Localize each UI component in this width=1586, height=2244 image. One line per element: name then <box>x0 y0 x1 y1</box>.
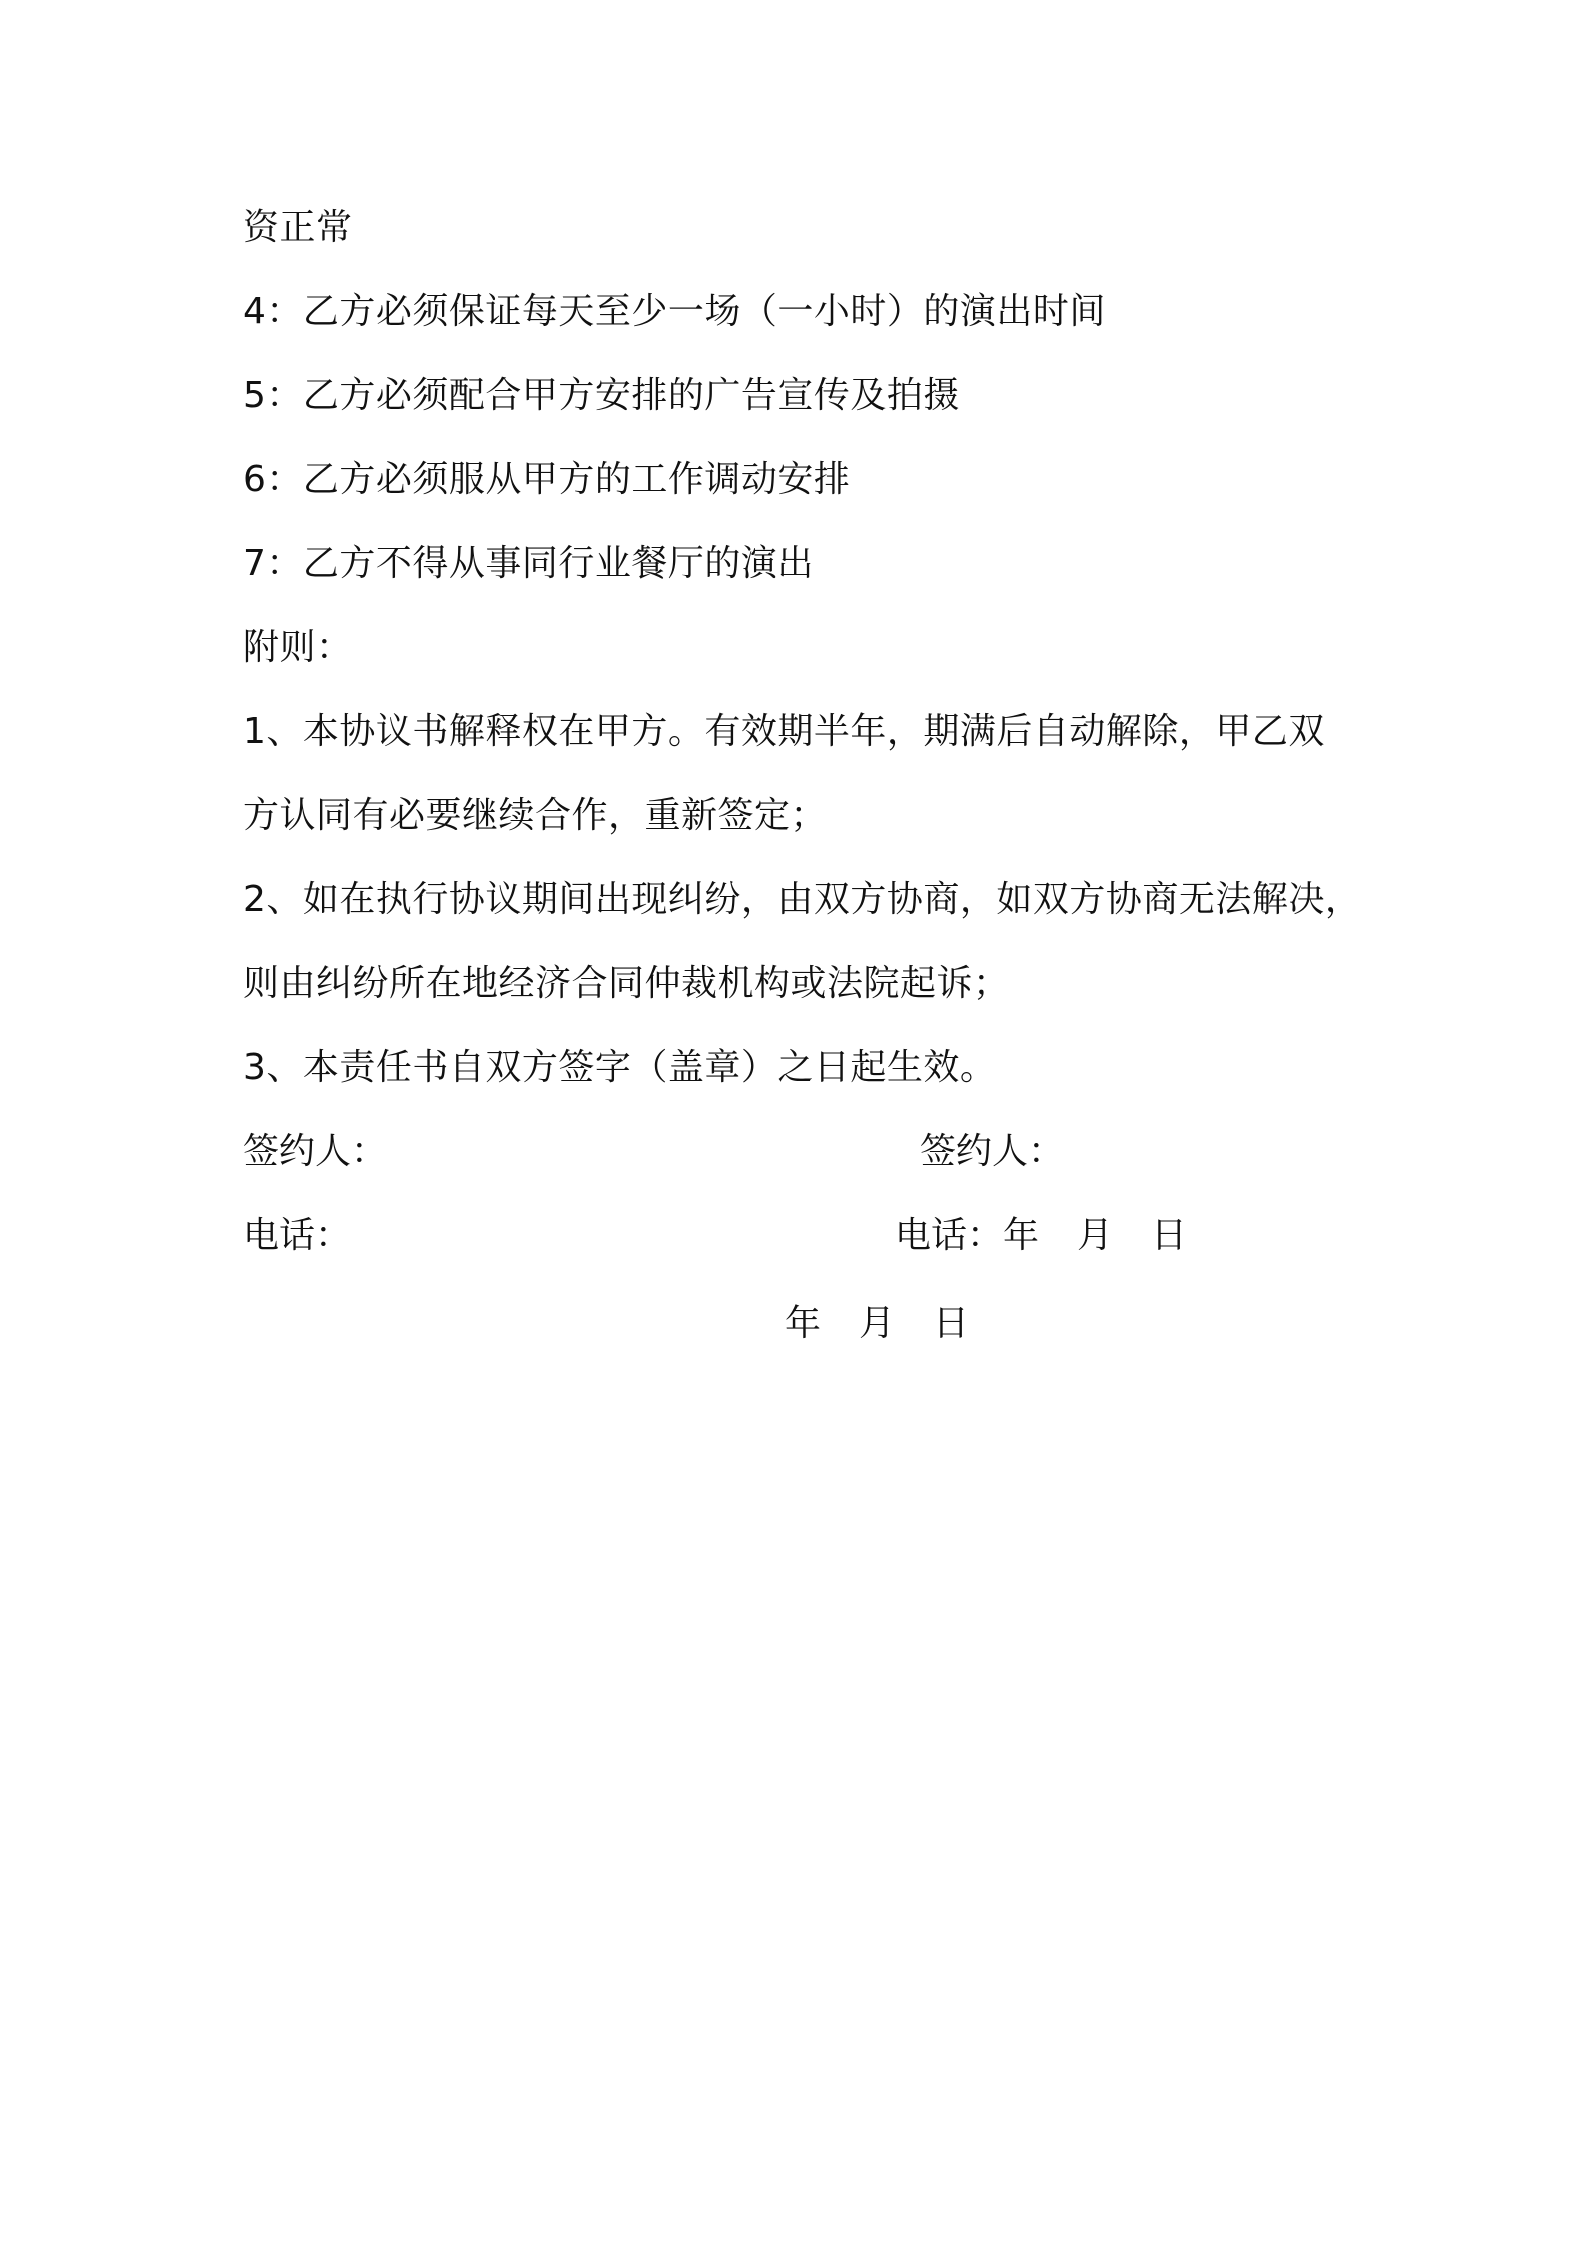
left-phone-label: 电话： <box>243 1215 352 1256</box>
clause-6: 6：乙方必须服从甲方的工作调动安排 <box>243 459 851 500</box>
right-signer-label: 签约人： <box>920 1131 1065 1172</box>
date-year: 年 <box>1003 1215 1040 1256</box>
right-phone-and-date <box>895 1214 1187 1258</box>
bottom-date-month: 月 <box>859 1303 896 1344</box>
appendix-item-2-line-1: 2、如在执行协议期间出现纠纷，由双方协商，如双方协商无法解决， <box>243 879 1362 920</box>
appendix-heading: 附则： <box>243 627 353 668</box>
date-month: 月 <box>1077 1215 1114 1256</box>
left-signer-label: 签约人： <box>243 1131 388 1172</box>
bottom-date <box>785 1302 969 1346</box>
right-phone-label: 电话： <box>895 1215 1004 1256</box>
clause-4: 4：乙方必须保证每天至少一场（一小时）的演出时间 <box>243 291 1106 332</box>
clause-5: 5：乙方必须配合甲方安排的广告宣传及拍摄 <box>243 375 960 416</box>
text-line-1: 资正常 <box>243 207 353 248</box>
appendix-item-1-line-1: 1、本协议书解释权在甲方。有效期半年，期满后自动解除，甲乙双 <box>243 711 1325 752</box>
appendix-item-2-line-2: 则由纠纷所在地经济合同仲裁机构或法院起诉； <box>243 963 1010 1004</box>
date-day: 日 <box>1151 1215 1188 1256</box>
clause-7: 7：乙方不得从事同行业餐厅的演出 <box>243 543 814 584</box>
appendix-item-1-line-2: 方认同有必要继续合作，重新签定； <box>243 795 828 836</box>
appendix-item-3: 3、本责任书自双方签字（盖章）之日起生效。 <box>243 1047 997 1088</box>
bottom-date-year: 年 <box>785 1303 822 1344</box>
bottom-date-day: 日 <box>933 1303 970 1344</box>
